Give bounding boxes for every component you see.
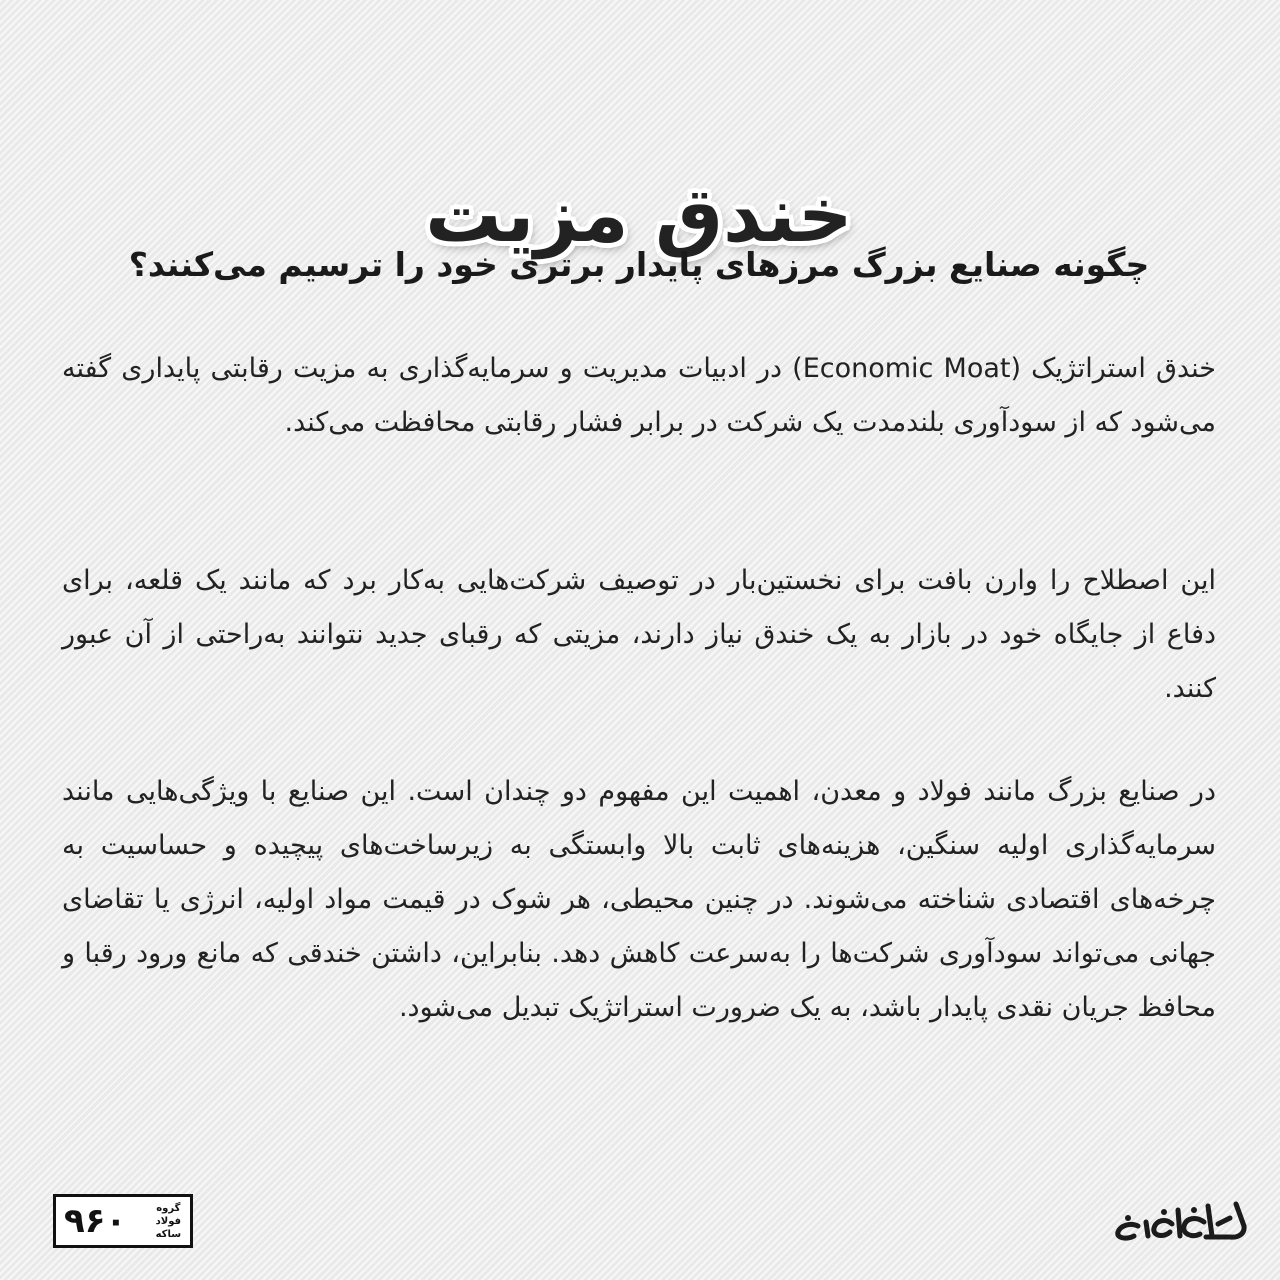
article-subtitle: چگونه صنایع بزرگ مرزهای پایدار برتری خود را ترسیم می‌کنند؟ [128, 245, 1150, 284]
paragraph-2: این اصطلاح را وارن بافت برای نخستین‌بار در توصیف شرکت‌هایی به‌کار برد که مانند یک قلعه، برای دفاع از جایگاه خود در بازار به یک خندق نیاز دارند، مزیتی که رقبای جدید نتوانند به‌راحتی از آن عبور کنند. [62, 565, 1216, 704]
brand-wordmark-icon [1108, 1196, 1250, 1246]
paragraph-1: خندق استراتژیک (Economic Moat) در ادبیات مدیریت و سرمایه‌گذاری به مزیت رقابتی پایداری گفته می‌شود که از سودآوری بلندمدت یک شرکت در برابر فشار رقابتی محافظت می‌کند. [62, 353, 1217, 438]
article-title: خندق مزیت [425, 169, 853, 259]
article [62, 0, 1216, 1280]
paragraph-3: در صنایع بزرگ مانند فولاد و معدن، اهمیت این مفهوم دو چندان است. این صنایع با ویژگی‌هایی مانند سرمایه‌گذاری اولیه سنگین، هزینه‌های ثابت بالا وابستگی به زیرساخت‌های پیچیده و حساسیت به چرخه‌های اقتصادی شناخته می‌شوند. در چنین محیطی، هر شوک در قیمت مواد اولیه، انرژی یا تقاضای جهانی می‌تواند سودآوری شرکت‌ها را به‌سرعت کاهش دهد. بنابراین، داشتن خندقی که مانع ورود رقبا و محافظ جریان نقدی پایدار باشد، به یک ضرورت استراتژیک تبدیل می‌شود. [62, 776, 1216, 1023]
logo-mark: ۹۶۰ [64, 1201, 127, 1241]
logo-text: گروه فولاد ساکه [155, 1202, 182, 1240]
company-logo [53, 1194, 193, 1248]
